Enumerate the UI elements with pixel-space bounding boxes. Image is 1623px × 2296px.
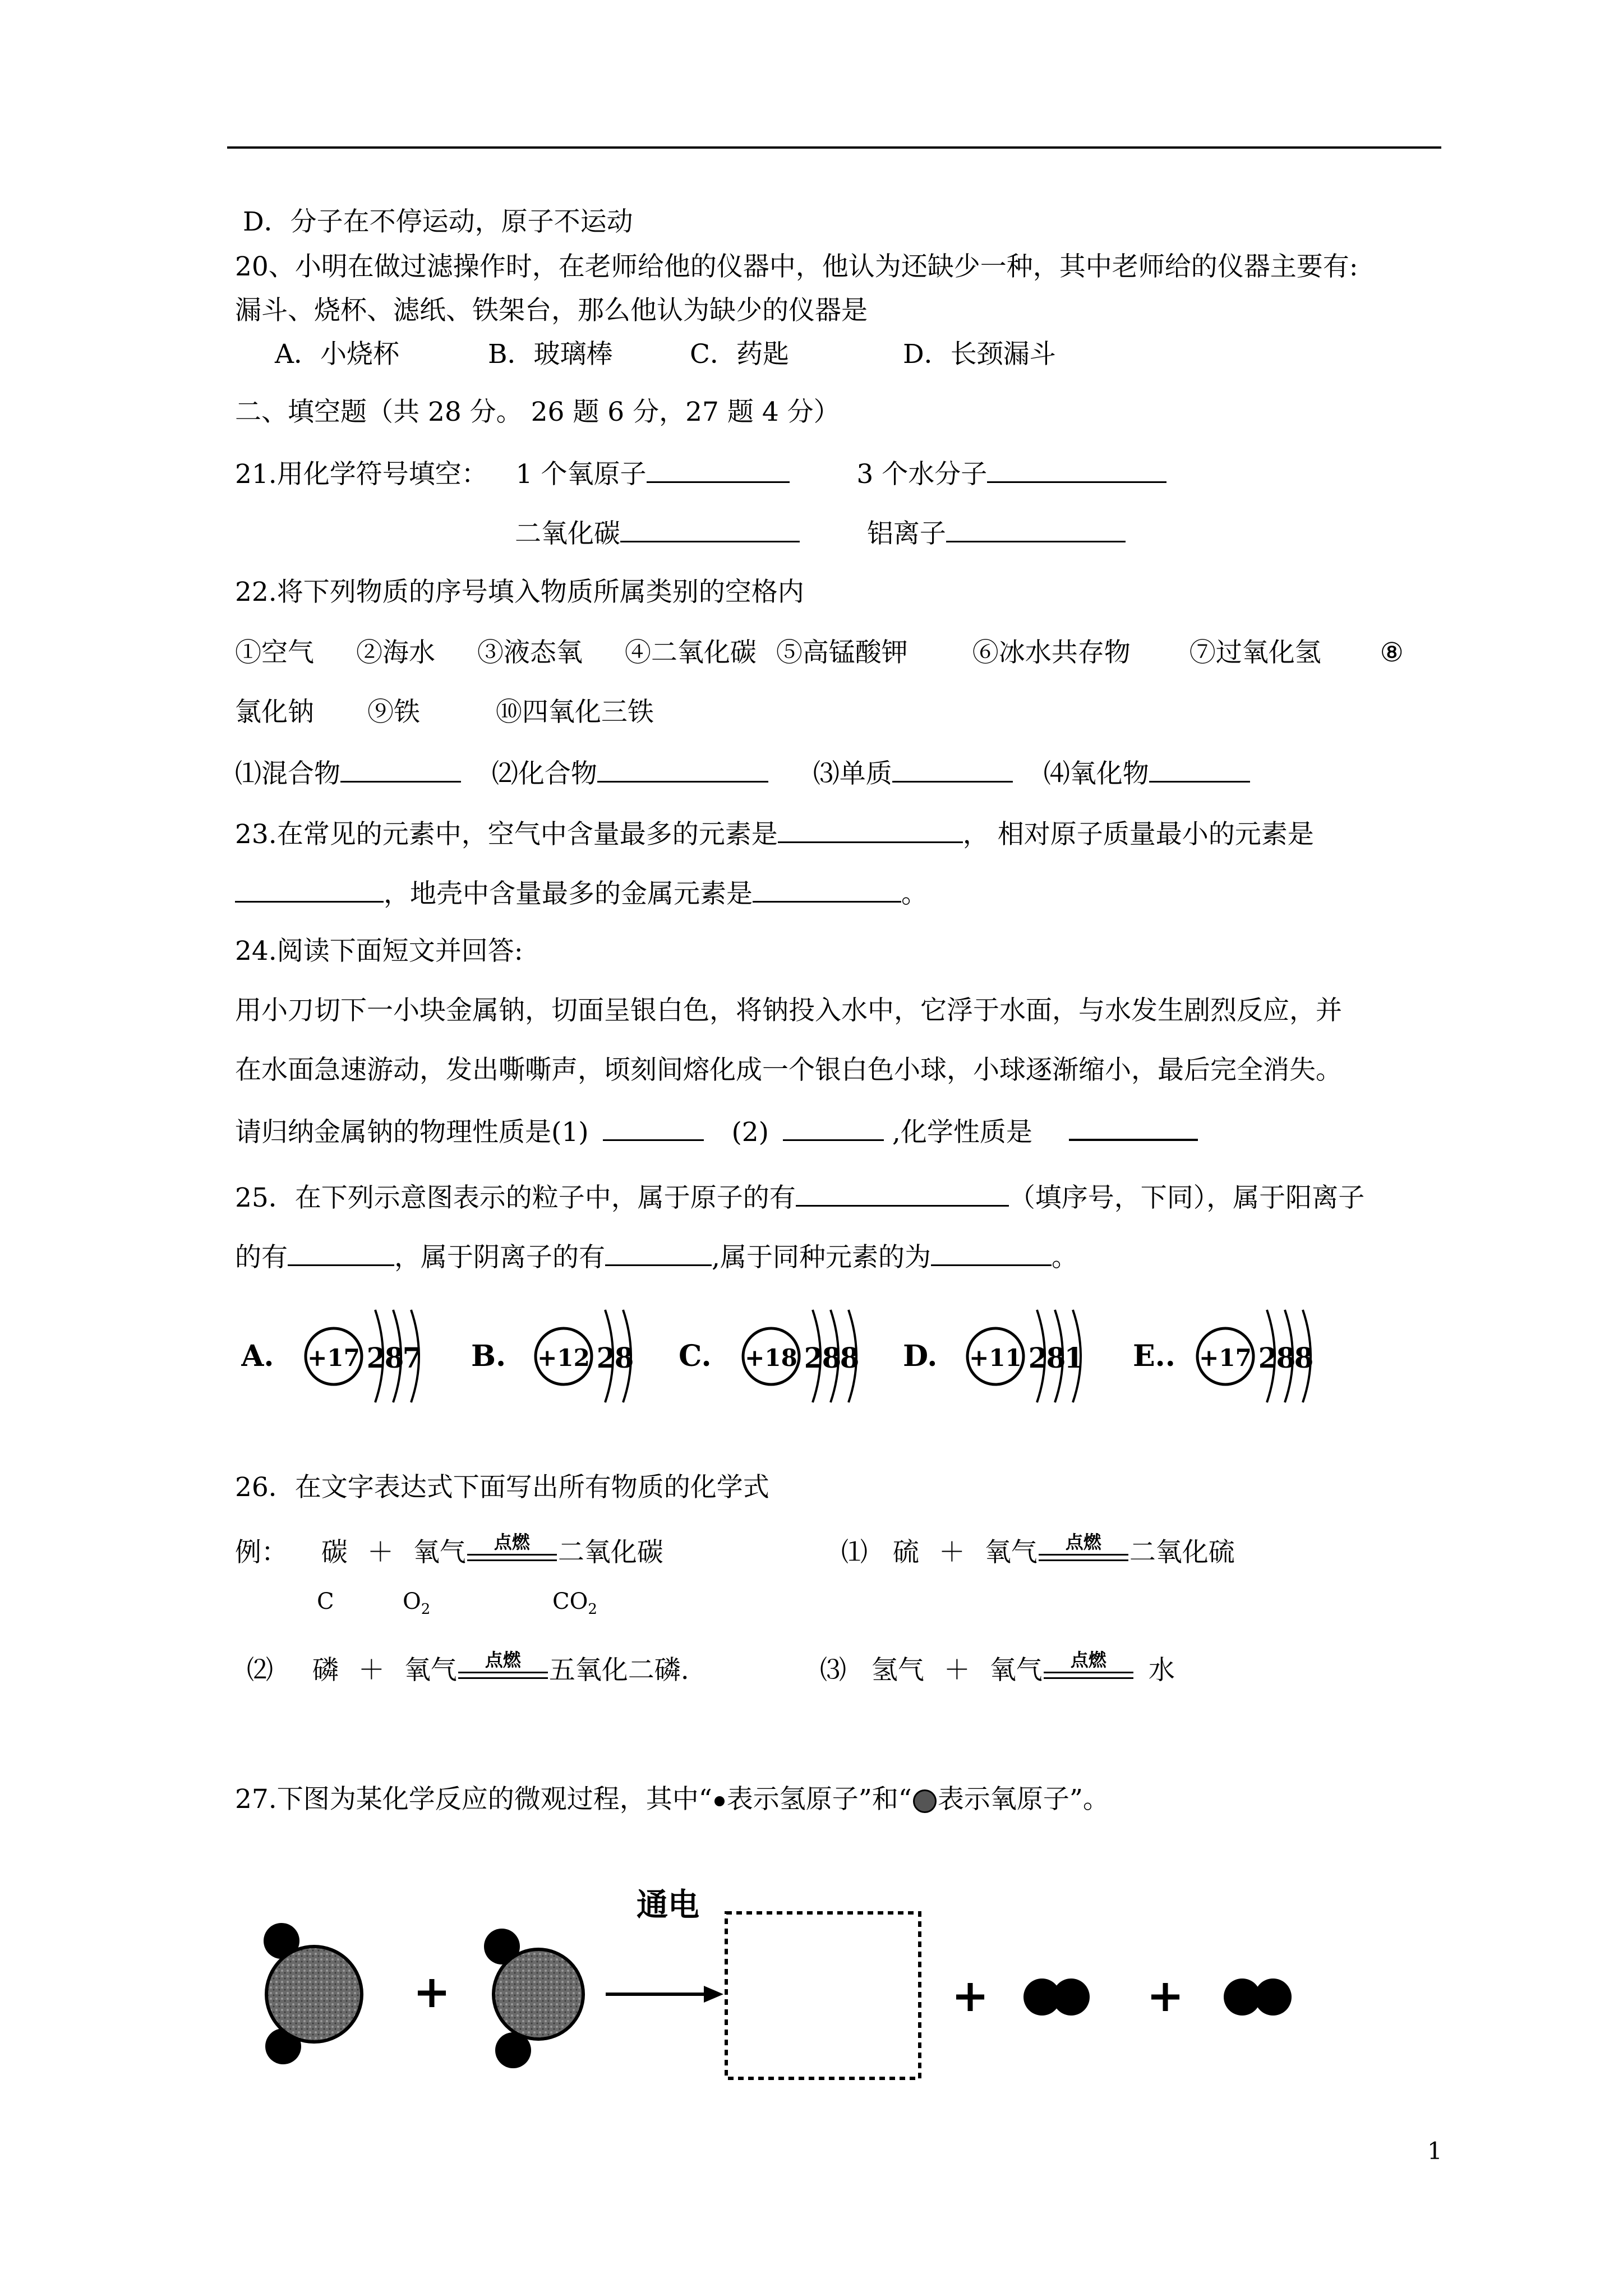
water-molecule-2 (484, 1929, 583, 2068)
electron-count: 8 (1276, 1341, 1296, 1374)
electron-count: 8 (822, 1341, 842, 1374)
q26-reactant: 硫 (892, 1537, 919, 1568)
particle-label: D. (903, 1339, 938, 1373)
q26-product: 二氧化硫 (1129, 1537, 1235, 1568)
plus-sign: + (951, 1969, 989, 2022)
reaction-condition (1039, 1531, 1128, 1568)
q26-reactant: 氧气 (989, 1655, 1043, 1686)
q22-item: ⑤高锰酸钾 (776, 637, 908, 668)
q24-ask (235, 1113, 1198, 1149)
q26-product: 五氧化二磷. (548, 1655, 689, 1686)
q22-item: ②海水 (356, 637, 435, 668)
q26-equation-1 (841, 1531, 1235, 1569)
q20-option-b: B．玻璃棒 (488, 339, 613, 370)
hydrogen-atom (1255, 1978, 1292, 2016)
q22-item: ⑥冰水共存物 (972, 637, 1131, 668)
header-rule (227, 146, 1441, 149)
arrow-label: 通电 (637, 1887, 699, 1924)
q23-text: ， 相对原子质量最小的元素是 (962, 819, 1314, 850)
plus-sign: ＋ (358, 1655, 385, 1686)
q26-eq-number: ⑴ (841, 1537, 868, 1568)
q23-line1 (235, 816, 1314, 852)
q22-blank3[interactable] (892, 755, 1013, 783)
q22-blank4[interactable] (1149, 755, 1250, 783)
hydrogen-atom-icon (714, 1796, 725, 1806)
particle-label: A. (241, 1339, 274, 1373)
q27-text: 表示氧原子”。 (937, 1784, 1109, 1815)
q20-line2: 漏斗、烧杯、滤纸、铁架台，那么他认为缺少的仪器是 (235, 295, 868, 326)
q22-categories (235, 755, 1250, 791)
arrow-head-icon (704, 1986, 723, 2003)
q24-blank2[interactable] (783, 1114, 884, 1141)
q24-text2: 在水面急速游动，发出嘶嘶声，顷刻间熔化成一个银白色小球，小球逐渐缩小，最后完全消失。 (235, 1055, 1342, 1085)
electron-count: 8 (1046, 1341, 1066, 1374)
q23-text: 。 (901, 878, 928, 909)
q22-item: 氯化钠 (235, 697, 314, 728)
q22-blank2[interactable] (597, 755, 768, 783)
formula-co2-subscript: 2 (588, 1601, 597, 1618)
reaction-condition (458, 1649, 548, 1686)
particle-diagram-b (471, 1310, 634, 1402)
q22-item: ③液态氧 (477, 637, 583, 668)
q23-text: 23.在常见的元素中，空气中含量最多的元素是 (235, 819, 778, 850)
q24-ask2: (2) (731, 1117, 769, 1148)
q26-equation-2 (247, 1649, 689, 1687)
q21-line2 (515, 515, 1126, 551)
electron-count: 8 (840, 1341, 860, 1374)
q22-cat1: ⑴混合物 (235, 758, 340, 789)
formula-o2-subscript: 2 (421, 1601, 431, 1618)
q25-blank2[interactable] (288, 1239, 394, 1266)
particle-diagram-a (241, 1310, 422, 1402)
q26-reactant: 磷 (312, 1655, 339, 1686)
q22-items-line1 (235, 636, 1404, 670)
q24-prompt: 24.阅读下面短文并回答: (235, 936, 523, 967)
q24-ask1: 请归纳金属钠的物理性质是(1) (235, 1117, 589, 1148)
q26-reactant: 氢气 (871, 1655, 924, 1686)
q22-cat3: ⑶单质 (813, 758, 892, 789)
section2-heading: 二、填空题（共 28 分。 26 题 6 分，27 题 4 分） (235, 397, 840, 427)
condition-text: 点燃 (494, 1531, 530, 1553)
formula-c: C (317, 1589, 334, 1614)
particle-diagram-c (679, 1310, 859, 1402)
q25-text: 25．在下列示意图表示的粒子中，属于原子的有 (235, 1182, 796, 1213)
blank-answer-box[interactable] (726, 1913, 920, 2078)
q22-prompt: 22.将下列物质的序号填入物质所属类别的空格内 (235, 577, 804, 608)
electron-count: 8 (384, 1341, 404, 1374)
q25-blank3[interactable] (605, 1239, 712, 1266)
nucleus-charge: +11 (969, 1344, 1022, 1372)
q25-blank1[interactable] (796, 1179, 1009, 1207)
q27-reaction-diagram (247, 1885, 1324, 2087)
q23-line2 (235, 875, 928, 911)
electron-count: 2 (804, 1341, 824, 1374)
q19-option-d: D．分子在不停运动，原子不运动 (243, 206, 633, 237)
q27-text: 表示氢原子”和“ (726, 1784, 912, 1815)
oxygen-atom-icon (913, 1789, 937, 1813)
q25-text: 的有 (235, 1242, 288, 1273)
q21-blank4[interactable] (946, 515, 1126, 542)
q23-text: ，地壳中含量最多的金属元素是 (384, 878, 753, 909)
nucleus-charge: +12 (537, 1344, 590, 1372)
q26-eq-number: ⑶ (820, 1655, 846, 1686)
formula-o2-symbol: O (403, 1589, 421, 1614)
q20-option-c: C．药匙 (690, 339, 789, 370)
q22-cat4: ⑷氧化物 (1043, 758, 1149, 789)
reaction-condition (467, 1531, 557, 1568)
particle-label: E.. (1133, 1339, 1175, 1373)
condition-text: 点燃 (1070, 1649, 1106, 1671)
plus-sign: + (413, 1965, 451, 2018)
hydrogen-atom (1053, 1978, 1090, 2016)
q23-blank1[interactable] (778, 816, 963, 843)
electron-count: 8 (614, 1341, 634, 1374)
q26-prompt: 26．在文字表达式下面写出所有物质的化学式 (235, 1472, 769, 1503)
q25-line1 (235, 1179, 1364, 1215)
electron-count: 1 (1064, 1341, 1084, 1374)
q21-blank2[interactable] (987, 455, 1166, 483)
q24-text1: 用小刀切下一小块金属钠，切面呈银白色，将钠投入水中，它浮于水面，与水发生剧烈反应，并 (235, 995, 1342, 1026)
reaction-condition (1044, 1649, 1133, 1686)
plus-sign: ＋ (943, 1655, 970, 1686)
q24-ask3: ,化学性质是 (892, 1117, 1032, 1148)
q26-example-equation (235, 1531, 663, 1569)
q27-text: 27.下图为某化学反应的微观过程，其中“ (235, 1784, 712, 1815)
formula-co2-symbol: CO (552, 1589, 588, 1614)
electron-count: 2 (596, 1341, 616, 1374)
q22-item: ④二氧化碳 (624, 637, 757, 668)
q24-blank1[interactable] (603, 1114, 704, 1141)
q27-prompt (235, 1783, 1109, 1816)
q22-item: ⑨铁 (367, 697, 420, 728)
q26-product: 二氧化碳 (557, 1537, 663, 1568)
q20-option-a: A．小烧杯 (275, 339, 399, 370)
electron-count: 2 (1028, 1341, 1048, 1374)
q25-line2 (235, 1239, 1078, 1274)
q26-reactant: 碳 (321, 1537, 348, 1568)
oxygen-atom (266, 1947, 362, 2042)
q21-lead: 21.用化学符号填空： (235, 459, 488, 490)
q26-eq-number: ⑵ (247, 1655, 273, 1686)
q23-blank3[interactable] (753, 875, 901, 903)
electron-count: 2 (366, 1341, 386, 1374)
q26-reactant: 氧气 (413, 1537, 466, 1568)
q26-reactant: 氧气 (404, 1655, 457, 1686)
q25-text: ，属于阴离子的有 (394, 1242, 605, 1273)
nucleus-charge: +17 (307, 1344, 360, 1372)
q26-reactant: 氧气 (984, 1537, 1038, 1568)
q21-item1: 1 个氧原子 (515, 459, 647, 490)
q25-text: （填序号，下同），属于阳离子 (1008, 1182, 1365, 1213)
q22-cat2: ⑵化合物 (491, 758, 597, 789)
water-molecule-1 (264, 1923, 362, 2064)
condition-text: 点燃 (485, 1649, 521, 1671)
q22-item: ⑦过氧化氢 (1189, 637, 1321, 668)
q26-example-label: 例： (235, 1537, 288, 1568)
q24-blank3[interactable] (1069, 1113, 1198, 1141)
q22-blank1[interactable] (340, 755, 461, 783)
q22-items-line2 (235, 696, 654, 729)
electron-count: 2 (1258, 1341, 1278, 1374)
particle-diagram-e (1133, 1310, 1313, 1402)
q23-blank2[interactable] (235, 875, 384, 903)
plus-sign: + (1146, 1969, 1184, 2022)
q25-text: 。 (1051, 1242, 1078, 1273)
nucleus-charge: +17 (1199, 1344, 1252, 1372)
q25-text: ,属于同种元素的为 (712, 1242, 931, 1273)
q25-blank4[interactable] (931, 1239, 1052, 1266)
q22-item: ①空气 (235, 637, 314, 668)
page-number: 1 (1427, 2137, 1442, 2165)
nucleus-charge: +18 (745, 1344, 797, 1372)
q21-blank1[interactable] (647, 455, 790, 483)
condition-text: 点燃 (1065, 1531, 1101, 1553)
electron-count: 7 (402, 1341, 422, 1374)
q21-blank3[interactable] (620, 515, 800, 542)
q21-item3: 二氧化碳 (515, 518, 620, 549)
q22-item: ⑧ (1380, 637, 1404, 668)
q20-line1: 20、小明在做过滤操作时，在老师给他的仪器中，他认为还缺少一种，其中老师给的仪器主要有: (235, 251, 1358, 282)
hydrogen-molecule-1 (1023, 1978, 1090, 2016)
particle-label: C. (679, 1339, 712, 1373)
plus-sign: ＋ (938, 1537, 965, 1568)
q20-option-d: D．长颈漏斗 (903, 339, 1056, 370)
particle-label: B. (471, 1339, 506, 1373)
q26-equation-3 (820, 1649, 1175, 1687)
q21-item4: 铝离子 (866, 518, 946, 549)
q25-particle-diagrams (241, 1290, 1391, 1436)
oxygen-atom (494, 1949, 583, 2039)
formula-co2 (552, 1589, 597, 1618)
q22-item: ⑩四氧化三铁 (495, 697, 654, 728)
q21-item2: 3 个水分子 (856, 459, 988, 490)
plus-sign: ＋ (367, 1537, 394, 1568)
q26-product: 水 (1148, 1655, 1175, 1686)
electron-count: 8 (1294, 1341, 1314, 1374)
q21-line1 (235, 455, 1166, 491)
hydrogen-molecule-2 (1224, 1978, 1292, 2016)
particle-diagram-d (903, 1310, 1083, 1402)
formula-o2 (403, 1589, 430, 1618)
